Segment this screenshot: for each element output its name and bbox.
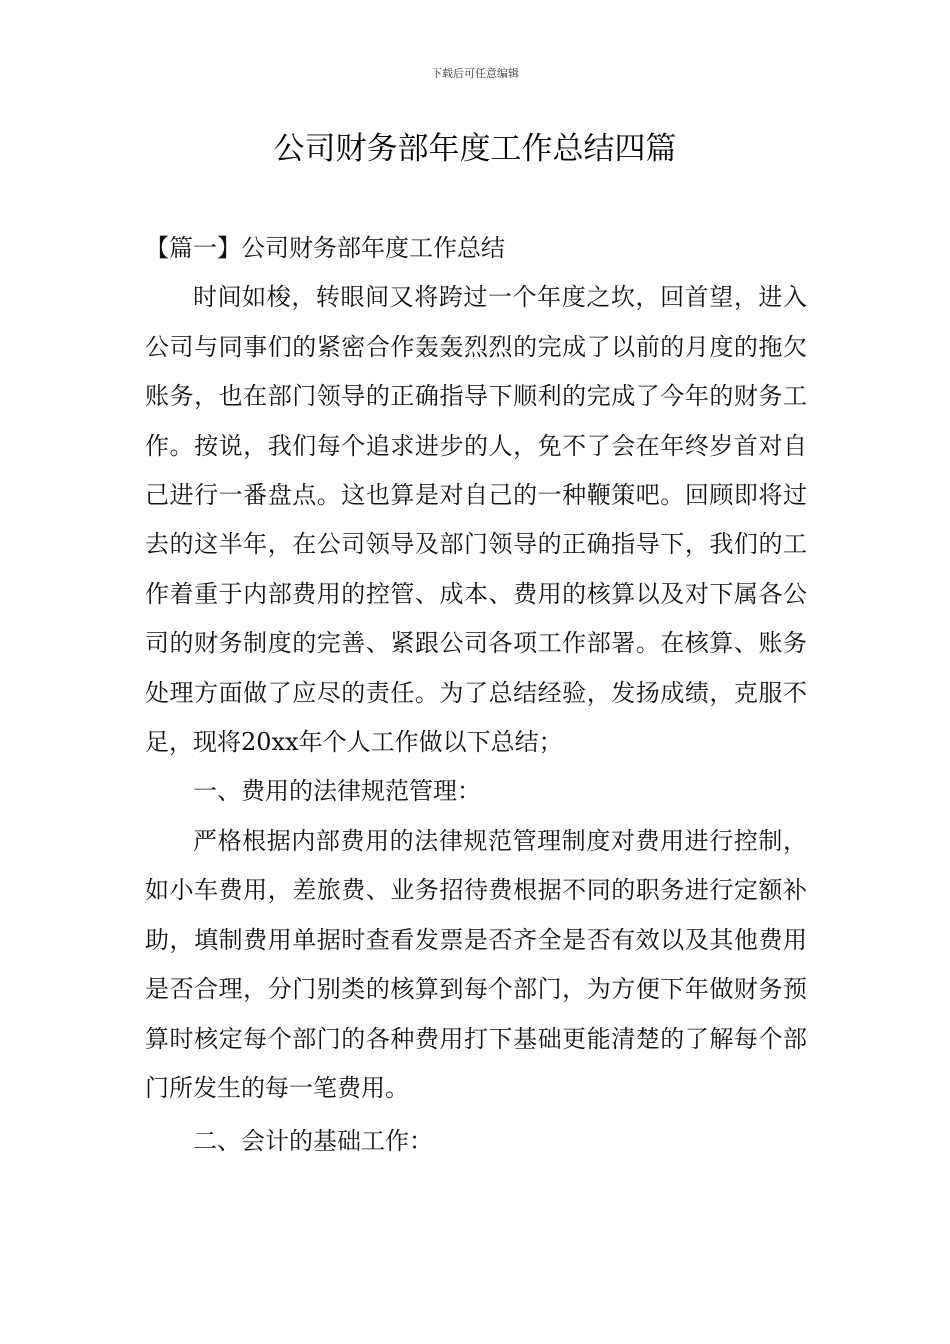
paragraph-intro: 时间如梭，转眼间又将跨过一个年度之坎，回首望，进入公司与同事们的紧密合作轰轰烈烈的完成了以前的月度的拖欠账务，也在部门领导的正确指导下顺利的完成了今年的财务工作。按说，我们每个追求进步的人，免不了会在年终岁首对自己进行一番盘点。这也算是对自己的一种鞭策吧。回顾即将过去的这半年，在公司领导及部门领导的正确指导下，我们的工作着重于内部费用的控管、成本、费用的核算以及对下属各公司的财务制度的完善、紧跟公司各项工作部署。在核算、账务处理方面做了应尽的责任。为了总结经验，发扬成绩，克服不足，现将20xx年个人工作做以下总结；	[145, 283, 807, 757]
document-title: 公司财务部年度工作总结四篇	[273, 131, 677, 167]
document-body	[145, 224, 807, 1167]
paragraph-expense-management: 严格根据内部费用的法律规范管理制度对费用进行控制，如小车费用，差旅费、业务招待费根据不同的职务进行定额补助，填制费用单据时查看发票是否齐全是否有效以及其他费用是否合理，分门别类的核算到每个部门，为方便下年做财务预算时核定每个部门的各种费用打下基础更能清楚的了解每个部门所发生的每一笔费用。	[145, 826, 807, 1102]
header-note: 下载后可任意编辑	[431, 67, 519, 80]
subheading-accounting-basics: 二、会计的基础工作：	[193, 1127, 433, 1156]
section-heading: 【篇一】公司财务部年度工作总结	[145, 234, 505, 262]
subheading-expense-management: 一、费用的法律规范管理：	[193, 777, 481, 806]
